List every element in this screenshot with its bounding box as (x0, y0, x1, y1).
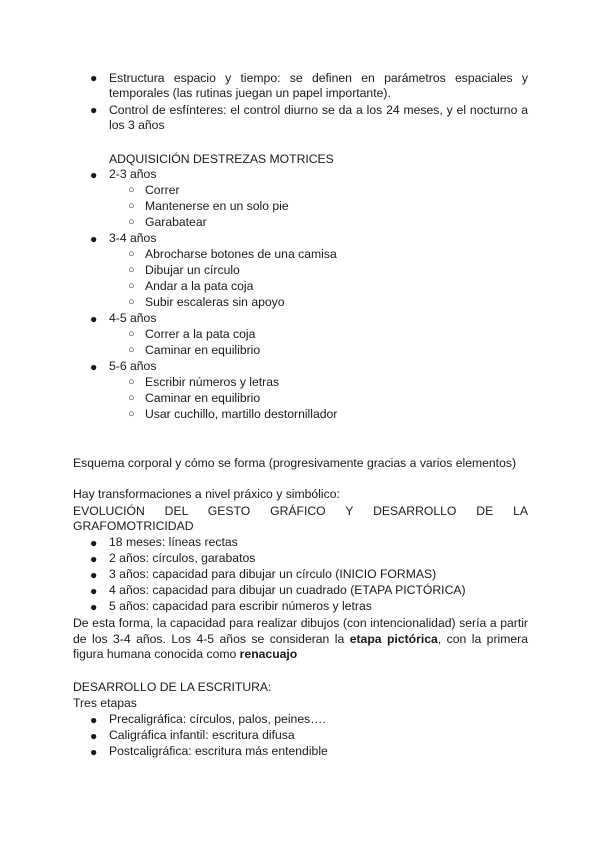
bullet-icon: ● (90, 568, 98, 582)
list-item: 3 años: capacidad para dibujar un círculo (INICIO FORMAS) (109, 567, 437, 581)
sub-item: Escribir números y letras (145, 375, 280, 389)
list-item: 2 años: círculos, garabatos (109, 551, 256, 565)
sub-item: Caminar en equilibrio (145, 391, 261, 405)
list-item: 5-6 años (109, 359, 157, 373)
sub-item: Andar a la pata coja (145, 279, 254, 293)
bullet-icon: ● (90, 360, 98, 374)
list-item-cont: los 3 años (109, 118, 165, 132)
list-item: Estructura espacio y tiempo: se definen en parámetros espaciales y (109, 71, 528, 85)
circle-bullet-icon: ○ (128, 264, 135, 276)
circle-bullet-icon: ○ (128, 344, 135, 356)
circle-bullet-icon: ○ (128, 200, 135, 212)
circle-bullet-icon: ○ (128, 248, 135, 260)
sub-item: Dibujar un círculo (145, 263, 240, 277)
bullet-icon: ● (90, 71, 98, 85)
bullet-icon: ● (90, 536, 98, 550)
bullet-icon: ● (90, 552, 98, 566)
circle-bullet-icon: ○ (128, 376, 135, 388)
sub-item: Subir escaleras sin apoyo (145, 295, 285, 309)
paragraph-line: De esta forma, la capacidad para realizar dibujos (con intencionalidad) sería a partir (73, 616, 528, 630)
text-run: figura humana conocida como (73, 647, 240, 661)
list-item: 4 años: capacidad para dibujar un cuadrado (ETAPA PICTÓRICA) (109, 583, 466, 597)
bullet-icon: ● (90, 103, 98, 117)
sub-item: Caminar en equilibrio (145, 343, 261, 357)
bold-term: renacuajo (239, 647, 298, 661)
bold-term: etapa pictórica (349, 632, 438, 646)
paragraph: Hay transformaciones a nivel práxico y simbólico: (73, 487, 340, 501)
bullet-icon: ● (90, 600, 98, 614)
list-item: 5 años: capacidad para escribir números y letras (109, 599, 372, 613)
sub-item: Correr a la pata coja (145, 327, 256, 341)
sub-item: Mantenerse en un solo pie (145, 199, 289, 213)
list-item-cont: temporales (las rutinas juegan un papel importante). (109, 86, 391, 100)
circle-bullet-icon: ○ (128, 408, 135, 420)
sub-item: Garabatear (145, 215, 207, 229)
circle-bullet-icon: ○ (128, 392, 135, 404)
circle-bullet-icon: ○ (128, 216, 135, 228)
sub-item: Correr (145, 183, 180, 197)
bullet-icon: ● (90, 745, 98, 759)
list-item: 2-3 años (109, 167, 157, 181)
paragraph-line (73, 647, 297, 661)
bullet-icon: ● (90, 729, 98, 743)
section-heading: EVOLUCIÓN DEL GESTO GRÁFICO Y DESARROLLO DE LA (73, 504, 528, 518)
list-item: Postcaligráfica: escritura más entendible (109, 744, 328, 758)
bullet-icon: ● (90, 312, 98, 326)
paragraph: Esquema corporal y cómo se forma (progresivamente gracias a varios elementos) (73, 456, 516, 470)
list-item: Control de esfínteres: el control diurno se da a los 24 meses, y el nocturno a (109, 103, 528, 117)
text-run: de los 3-4 años. Los 4-5 años se consideran la (73, 632, 350, 646)
sub-item: Abrocharse botones de una camisa (145, 247, 337, 261)
bullet-icon: ● (90, 168, 98, 182)
paragraph: Tres etapas (73, 696, 137, 710)
list-item: 4-5 años (109, 311, 157, 325)
circle-bullet-icon: ○ (128, 280, 135, 292)
section-heading: ADQUISICIÓN DESTREZAS MOTRICES (109, 152, 334, 166)
bullet-icon: ● (90, 232, 98, 246)
circle-bullet-icon: ○ (128, 296, 135, 308)
section-heading-cont: GRAFOMOTRICIDAD (73, 519, 194, 533)
text-run: , con la primera (437, 632, 528, 646)
sub-item: Usar cuchillo, martillo destornillador (145, 407, 338, 421)
list-item: Precaligráfica: círculos, palos, peines…. (109, 712, 326, 726)
paragraph-line (73, 631, 528, 647)
circle-bullet-icon: ○ (128, 328, 135, 340)
list-item: Caligráfica infantil: escritura difusa (109, 728, 295, 742)
bullet-icon: ● (90, 584, 98, 598)
bullet-icon: ● (90, 713, 98, 727)
list-item: 3-4 años (109, 231, 157, 245)
list-item: 18 meses: líneas rectas (109, 535, 238, 549)
section-heading: DESARROLLO DE LA ESCRITURA: (73, 680, 272, 694)
circle-bullet-icon: ○ (128, 184, 135, 196)
